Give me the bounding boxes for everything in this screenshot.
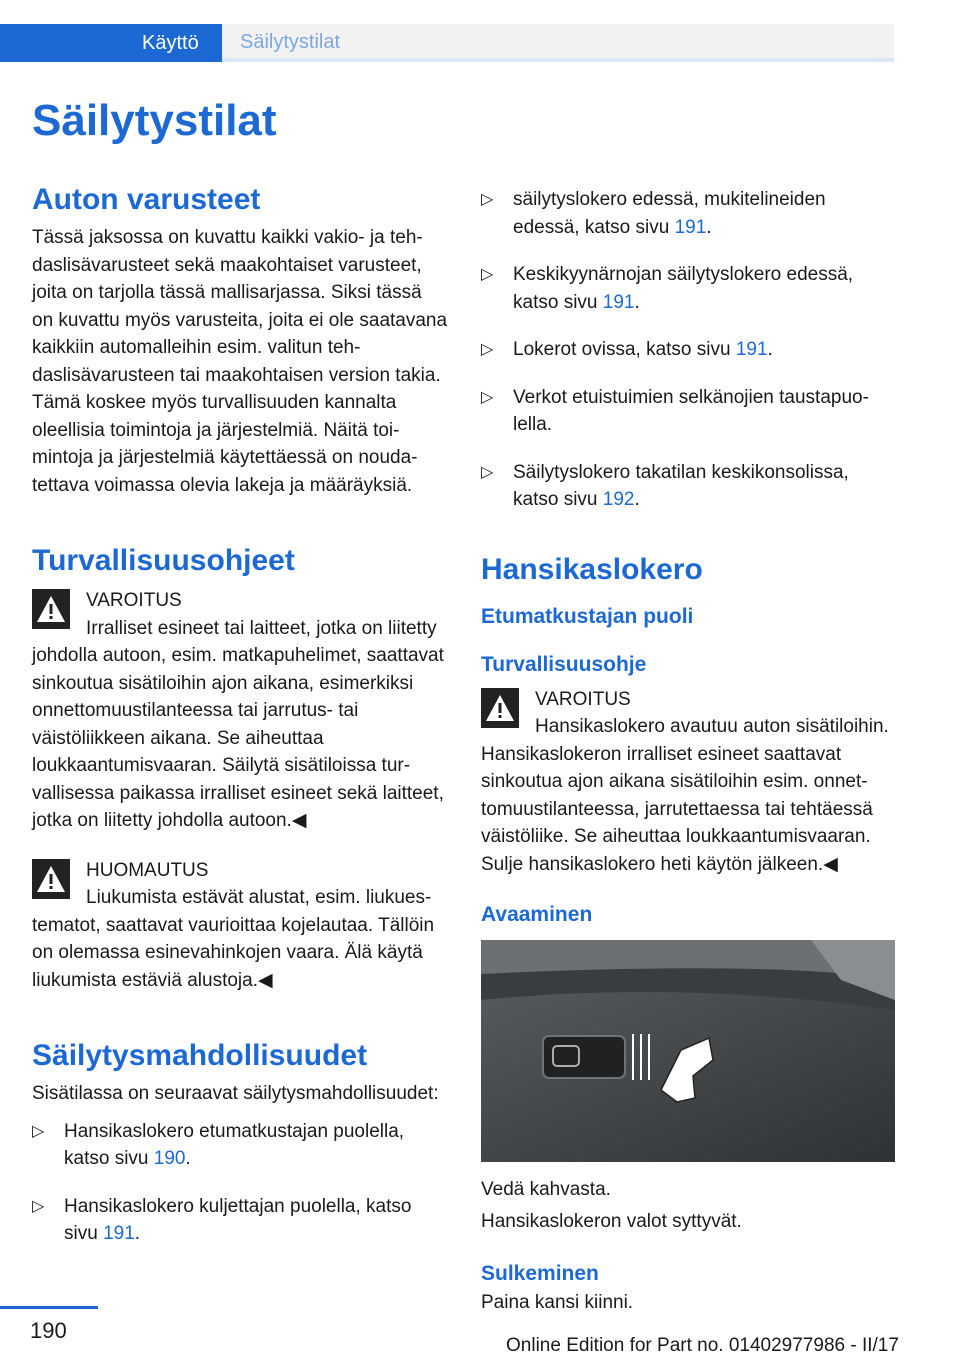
paragraph-auton-varusteet: Tässä jaksossa on kuvattu kaikki vakio- ja tehdaslisävarusteet sekä maakohtaiset varusteet, joita on tarjolla tässä mallisarjassa. Siksi tässä on kuvattu myös varusteita, joita ei ole saatavana kaikkiin automalleihin esim. valitun tehdaslisävarusteen tai maakohtaisen version takia. Tämä koskee myös turvallisuuden kannalta oleellisia toimintoja ja järjestelmiä. Näitä toimintoja ja järjestelmiä käytettäessä on noudatettava voimassa olevia lakeja ja määräyksiä. bbox=[32, 227, 448, 496]
instruction-lights: Hansikaslokeron valot syttyvät. bbox=[481, 1210, 742, 1232]
triangle-bullet-icon: ▷ bbox=[481, 266, 494, 283]
heading-turvallisuusohjeet: Turvallisuusohjeet bbox=[32, 544, 295, 577]
list-item: ▷ Lokerot ovissa, katso sivu 191. bbox=[481, 336, 897, 364]
warning-triangle-icon bbox=[481, 688, 519, 728]
storage-list-right bbox=[481, 186, 897, 514]
page-number: 190 bbox=[30, 1318, 67, 1343]
list-item-text: Säilytyslokero takatilan keskikonsolissa, katso sivu bbox=[513, 461, 849, 510]
page-link[interactable]: 192 bbox=[602, 489, 635, 510]
instruction-pull-handle: Vedä kahvasta. bbox=[481, 1179, 611, 1200]
paragraph-sailytysmahdollisuudet: Sisätilassa on seuraavat säilytysmahdollisuudet: bbox=[32, 1083, 439, 1104]
heading-avaaminen: Avaaminen bbox=[481, 903, 593, 926]
triangle-bullet-icon: ▷ bbox=[32, 1122, 45, 1140]
chapter-label: Käyttö bbox=[142, 32, 199, 54]
list-item-text: Hansikaslokero kuljettajan puolella, katso sivu bbox=[64, 1195, 412, 1244]
heading-auton-varusteet: Auton varusteet bbox=[32, 183, 261, 216]
section-label: Säilytystilat bbox=[240, 31, 341, 53]
list-item: ▷ säilytyslokero edessä, mukitelineiden edessä, katso sivu 191. bbox=[481, 186, 897, 241]
list-item: ▷ Hansikaslokero etumatkustajan puolella, katso sivu 190. bbox=[32, 1118, 448, 1173]
heading-hansikaslokero: Hansikaslokero bbox=[481, 552, 703, 586]
notice-box bbox=[32, 857, 448, 995]
list-item-text: Hansikaslokero etumatkustajan puolella, katso sivu bbox=[64, 1120, 405, 1169]
page-link[interactable]: 190 bbox=[153, 1148, 186, 1169]
warning-label: VAROITUS bbox=[535, 688, 631, 710]
triangle-bullet-icon: ▷ bbox=[481, 341, 494, 358]
warning-box bbox=[32, 587, 448, 835]
warning-text: Irralliset esineet tai laitteet, jotka on liitetty johdolla autoon, esim. matkapuhelimet, saattavat sinkoutua sisätiloihin ajon aikana, esimerkiksi onnettomuustilanteessa tai jarrutus- tai väistöliikkeen aikana. Se aiheuttaa loukkaantumisvaaran. Säilytä sisätiloissa turvallisessa paikassa irralliset esineet sekä laitteet, jotka on liitetty johdolla autoon.◀ bbox=[32, 617, 444, 831]
list-item: ▷ Hansikaslokero kuljettajan puolella, katso sivu 191. bbox=[32, 1193, 448, 1248]
warning-triangle-icon bbox=[32, 859, 70, 899]
chapter-tab bbox=[0, 24, 222, 62]
heading-etumatkustajan-puoli: Etumatkustajan puoli bbox=[481, 604, 694, 628]
page-link[interactable]: 191 bbox=[602, 291, 635, 313]
triangle-bullet-icon: ▷ bbox=[481, 463, 494, 481]
heading-turvallisuusohje: Turvallisuusohje bbox=[481, 652, 647, 676]
list-item: ▷ Säilytyslokero takatilan keskikonsolissa, katso sivu 192. bbox=[481, 459, 897, 514]
edition-text: Online Edition for Part no. 01402977986 - II/17 bbox=[506, 1335, 899, 1356]
triangle-bullet-icon: ▷ bbox=[32, 1197, 45, 1215]
page-header bbox=[0, 0, 960, 62]
triangle-bullet-icon: ▷ bbox=[481, 191, 494, 208]
list-item-text: Keskikyynärnojan säilytyslokero edessä, katso sivu bbox=[513, 264, 854, 313]
warning-label: VAROITUS bbox=[86, 590, 182, 611]
page-link[interactable]: 191 bbox=[735, 339, 768, 360]
glovebox-photo bbox=[481, 940, 895, 1162]
notice-text: Liukumista estävät alustat, esim. liukuestematot, saattavat vaurioittaa kojelautaa. Tällöin on olemassa esinevahinkojen vaara. Älä käytä liukumista estäviä alustoja.◀ bbox=[32, 887, 435, 991]
list-item: ▷ Keskikyynärnojan säilytyslokero edessä, katso sivu 191. bbox=[481, 261, 897, 316]
instruction-close: Paina kansi kiinni. bbox=[481, 1292, 634, 1313]
warning-triangle-icon bbox=[32, 589, 70, 629]
list-item bbox=[481, 384, 897, 439]
right-column bbox=[481, 180, 897, 1317]
page-title: Säilytystilat bbox=[32, 96, 277, 145]
left-column bbox=[32, 180, 448, 1268]
footer-accent-line bbox=[0, 1306, 98, 1309]
page-link[interactable]: 191 bbox=[674, 216, 707, 238]
list-item-text: Lokerot ovissa, katso sivu bbox=[513, 339, 736, 360]
page-link[interactable]: 191 bbox=[103, 1223, 135, 1244]
section-tab bbox=[222, 24, 894, 62]
notice-label: HUOMAUTUS bbox=[86, 859, 209, 881]
storage-list-left bbox=[32, 1118, 448, 1248]
warning-text: Hansikaslokero avautuu auton sisätiloihin. Hansikaslokeron irralliset esineet saattavat sinkoutua ajon aikana sisätiloihin esim. onnettomuustilanteessa, jarrutettaessa tai tehtäessä väistöliike. Se aiheuttaa loukkaantumisvaaran. Sulje hansikaslokero heti käytön jälkeen.◀ bbox=[481, 716, 889, 875]
list-item-text: Verkot etuistuimien selkänojien taustapuolella. bbox=[513, 386, 869, 435]
triangle-bullet-icon: ▷ bbox=[481, 388, 494, 406]
heading-sailytysmahdollisuudet: Säilytysmahdollisuudet bbox=[32, 1039, 368, 1072]
warning-box bbox=[481, 686, 897, 879]
list-item-text: säilytyslokero edessä, mukitelineiden edessä, katso sivu bbox=[513, 189, 826, 238]
heading-sulkeminen: Sulkeminen bbox=[481, 1262, 599, 1285]
